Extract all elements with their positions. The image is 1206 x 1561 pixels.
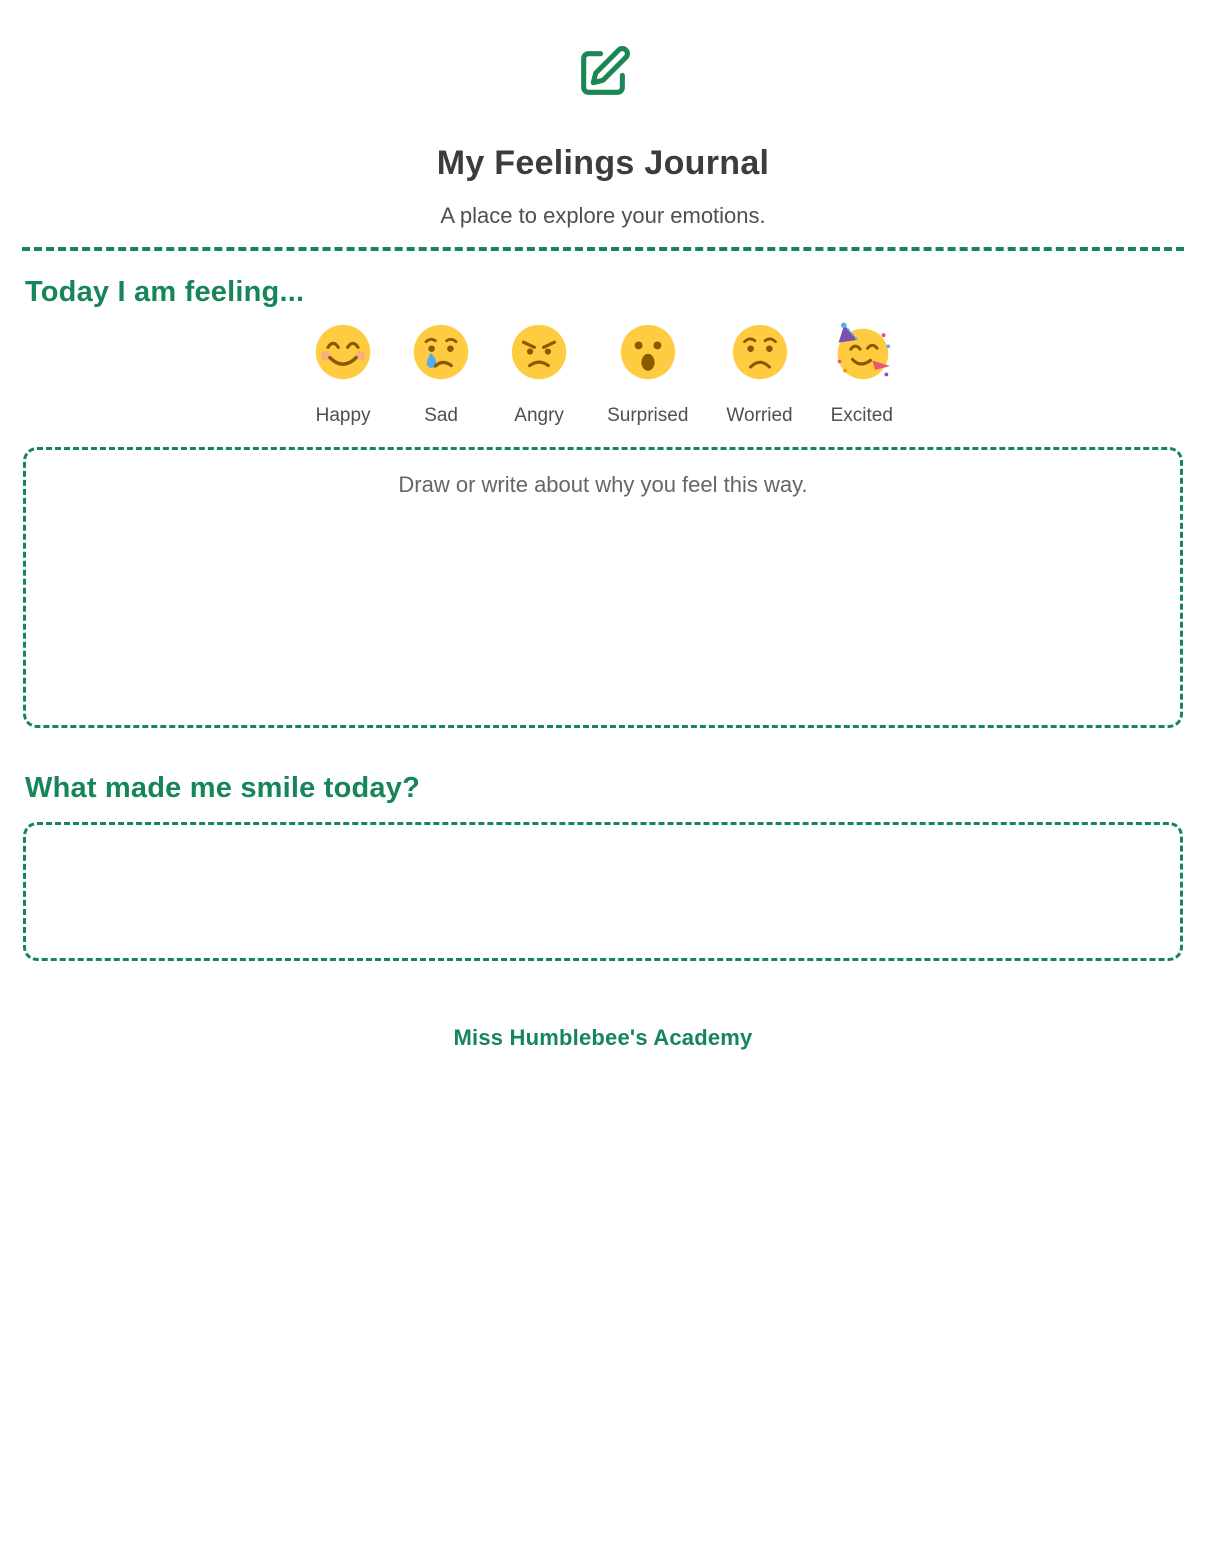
worried-emoji-icon xyxy=(730,322,790,382)
feeling-label: Angry xyxy=(514,404,564,426)
feeling-label: Surprised xyxy=(607,404,689,426)
feeling-option-happy[interactable] xyxy=(313,322,373,427)
feeling-option-angry[interactable] xyxy=(509,322,569,427)
angry-emoji-icon xyxy=(509,322,569,382)
feelings-options-row xyxy=(0,322,1206,427)
happy-emoji-icon xyxy=(313,322,373,382)
surprised-emoji-icon xyxy=(618,322,678,382)
smile-section-heading: What made me smile today? xyxy=(25,771,420,804)
excited-emoji-icon xyxy=(832,322,892,382)
feelings-section-heading: Today I am feeling... xyxy=(25,276,305,309)
edit-icon xyxy=(574,44,632,102)
smile-answer-area[interactable] xyxy=(23,822,1183,961)
draw-area-placeholder: Draw or write about why you feel this way. xyxy=(398,471,808,497)
feeling-option-excited[interactable] xyxy=(831,322,893,427)
page-header xyxy=(0,0,1206,229)
dashed-divider xyxy=(22,247,1184,251)
feeling-label: Sad xyxy=(424,404,458,426)
feeling-option-surprised[interactable] xyxy=(607,322,688,427)
feeling-label: Excited xyxy=(830,404,893,426)
feeling-option-sad[interactable] xyxy=(411,322,471,427)
feeling-option-worried[interactable] xyxy=(726,322,792,427)
draw-write-area[interactable] xyxy=(23,447,1183,728)
page-subtitle: A place to explore your emotions. xyxy=(440,203,766,228)
feeling-label: Worried xyxy=(726,404,793,426)
page-title: My Feelings Journal xyxy=(436,144,770,182)
footer-brand: Miss Humblebee's Academy xyxy=(453,1024,753,1050)
sad-emoji-icon xyxy=(411,322,471,382)
feeling-label: Happy xyxy=(315,404,371,426)
